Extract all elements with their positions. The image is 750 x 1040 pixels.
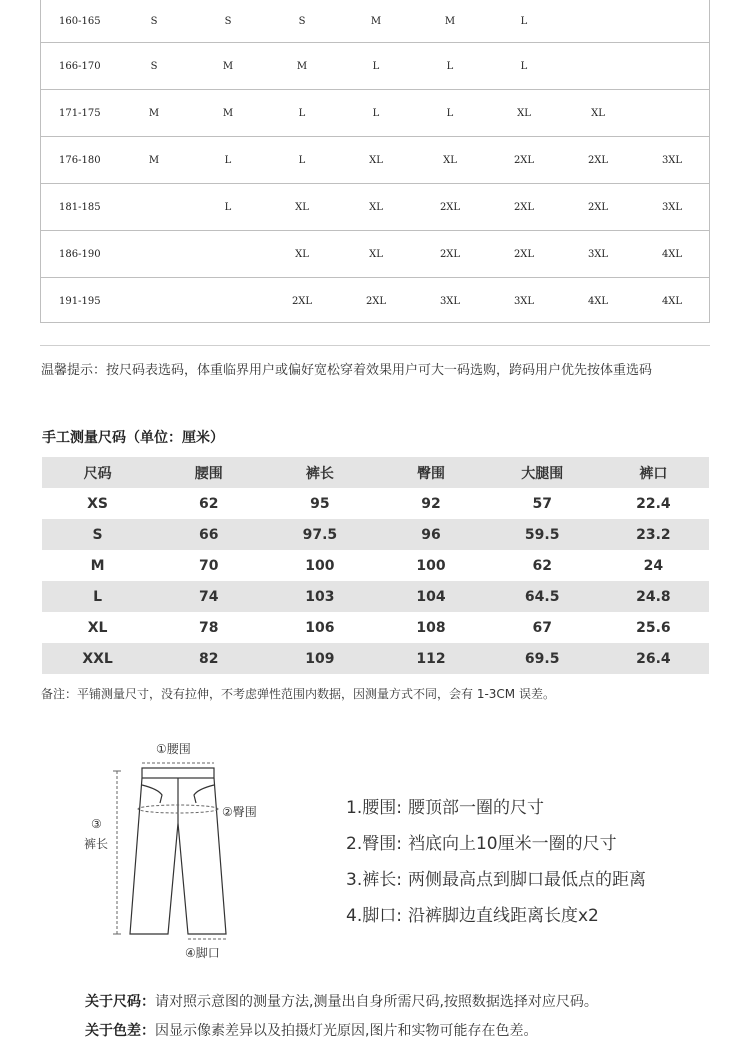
grid-row <box>41 230 709 277</box>
table-cell: 24.8 <box>636 588 671 605</box>
grid-size-cell: XL <box>295 248 309 260</box>
grid-size-cell <box>635 90 709 136</box>
definition-key: 2.臀围: <box>346 834 402 854</box>
grid-size-cell <box>561 43 635 89</box>
grid-size-cell: 2XL <box>439 201 461 213</box>
table-cell: 100 <box>305 557 335 574</box>
definition-item <box>346 831 646 867</box>
grid-size-cell: S <box>150 15 158 27</box>
table-cell: 62 <box>198 495 219 512</box>
table-header: 裤长 <box>305 465 334 482</box>
measure-definitions <box>346 795 646 939</box>
grid-size-cell: M <box>222 60 234 72</box>
table-header: 裤口 <box>639 465 668 482</box>
grid-size-cell: 4XL <box>661 295 683 307</box>
grid-size-cell: 2XL <box>587 201 609 213</box>
grid-size-cell <box>117 231 191 277</box>
grid-size-cell: XL <box>295 201 309 213</box>
grid-height-cell: 171-175 <box>59 107 101 119</box>
table-cell: S <box>92 526 103 543</box>
table-cell: 26.4 <box>636 650 671 667</box>
grid-size-cell: 4XL <box>587 295 609 307</box>
grid-size-cell: XL <box>591 107 605 119</box>
about-size-label: 关于尺码： <box>85 994 155 1010</box>
table-cell: 104 <box>416 588 446 605</box>
grid-size-cell: 2XL <box>439 248 461 260</box>
table-cell: 74 <box>198 588 219 605</box>
table-cell: 24 <box>643 557 664 574</box>
table-row <box>42 550 709 581</box>
grid-size-cell: 3XL <box>661 154 683 166</box>
grid-height-cell: 186-190 <box>59 248 101 260</box>
table-cell: 100 <box>416 557 446 574</box>
measure-title: 手工测量尺码（单位：厘米） <box>42 430 224 446</box>
table-cell: 67 <box>532 619 552 636</box>
grid-height-cell: 191-195 <box>59 295 101 307</box>
table-cell: XXL <box>82 650 113 667</box>
grid-size-cell: M <box>444 15 456 27</box>
grid-row <box>41 0 709 42</box>
table-header: 大腿围 <box>521 465 564 482</box>
definition-item <box>346 795 646 831</box>
grid-size-cell <box>191 231 265 277</box>
about-color <box>85 1020 537 1040</box>
definition-text: 裆底向上10厘米一圈的尺寸 <box>407 834 617 854</box>
grid-size-cell: L <box>224 201 232 213</box>
grid-size-cell: 3XL <box>439 295 461 307</box>
grid-size-cell <box>561 0 635 42</box>
grid-size-cell: L <box>298 107 306 119</box>
grid-height-cell: 176-180 <box>59 154 101 166</box>
grid-size-cell: XL <box>369 248 383 260</box>
length-label: 裤长 <box>84 837 109 851</box>
grid-size-cell <box>117 184 191 230</box>
grid-size-cell: 2XL <box>513 248 535 260</box>
definition-key: 3.裤长: <box>346 870 402 890</box>
about-size <box>85 991 598 1011</box>
measure-table <box>42 457 709 674</box>
grid-row <box>41 277 709 324</box>
definition-key: 4.脚口: <box>346 906 402 926</box>
table-cell: 25.6 <box>636 619 671 636</box>
table-cell: 95 <box>310 495 330 512</box>
table-cell: M <box>90 557 105 574</box>
definition-text: 腰顶部一圈的尺寸 <box>407 798 544 818</box>
hem-label: ④脚口 <box>185 946 220 960</box>
grid-row <box>41 89 709 136</box>
definition-text: 两侧最高点到脚口最低点的距离 <box>407 870 646 890</box>
about-color-text: 因显示像素差异以及拍摄灯光原因,图片和实物可能存在色差。 <box>155 1023 538 1039</box>
grid-size-cell: XL <box>517 107 531 119</box>
grid-size-cell: 2XL <box>513 154 535 166</box>
table-row <box>42 643 709 674</box>
table-cell: 82 <box>198 650 219 667</box>
grid-size-cell: XL <box>369 154 383 166</box>
grid-size-cell: 3XL <box>513 295 535 307</box>
table-cell: 23.2 <box>636 526 671 543</box>
grid-size-cell: L <box>372 60 380 72</box>
grid-size-cell: M <box>222 107 234 119</box>
hip-label: ②臀围 <box>222 805 257 819</box>
grid-size-cell: 2XL <box>291 295 313 307</box>
grid-size-cell <box>635 0 709 42</box>
pants-outline-icon <box>80 735 280 965</box>
table-cell: 108 <box>416 619 446 636</box>
grid-size-cell: M <box>148 107 160 119</box>
definition-item <box>346 867 646 903</box>
grid-size-cell: S <box>150 60 158 72</box>
table-row <box>42 612 709 643</box>
table-row <box>42 581 709 612</box>
table-cell: 64.5 <box>524 588 560 605</box>
grid-row <box>41 42 709 89</box>
table-cell: XL <box>87 619 108 636</box>
grid-size-cell: L <box>224 154 232 166</box>
table-cell: 109 <box>305 650 335 667</box>
grid-size-cell: L <box>372 107 380 119</box>
grid-size-cell: M <box>296 60 308 72</box>
table-header: 腰围 <box>194 465 223 482</box>
waist-label: ①腰围 <box>156 742 191 756</box>
grid-row <box>41 136 709 183</box>
size-grid <box>40 0 710 323</box>
table-cell: 69.5 <box>524 650 560 667</box>
table-cell: 59.5 <box>524 526 560 543</box>
grid-size-cell: 4XL <box>661 248 683 260</box>
grid-size-cell: S <box>298 15 306 27</box>
definition-key: 1.腰围: <box>346 798 402 818</box>
grid-size-cell: 3XL <box>661 201 683 213</box>
table-cell: 62 <box>532 557 552 574</box>
table-header-row <box>42 457 709 488</box>
about-size-text: 请对照示意图的测量方法,测量出自身所需尺码,按照数据选择对应尺码。 <box>155 994 598 1010</box>
table-row <box>42 488 709 519</box>
grid-size-cell <box>635 43 709 89</box>
table-header: 臀围 <box>417 465 446 482</box>
table-cell: 96 <box>421 526 441 543</box>
table-cell: 97.5 <box>302 526 338 543</box>
grid-size-cell: XL <box>443 154 457 166</box>
grid-size-cell: 2XL <box>365 295 387 307</box>
grid-size-cell: M <box>370 15 382 27</box>
grid-size-cell: M <box>148 154 160 166</box>
definition-item <box>346 903 646 939</box>
table-cell: 22.4 <box>636 495 671 512</box>
size-tip-text: 温馨提示：按尺码表选码，体重临界用户或偏好宽松穿着效果用户可大一码选购，跨码用户优先按体重选码 <box>41 363 653 378</box>
table-cell: 106 <box>305 619 335 636</box>
grid-size-cell: 2XL <box>513 201 535 213</box>
grid-size-cell: L <box>520 60 528 72</box>
table-cell: 78 <box>198 619 219 636</box>
grid-height-cell: 181-185 <box>59 201 101 213</box>
definition-text: 沿裤脚边直线距离长度x2 <box>407 906 599 926</box>
divider <box>40 345 710 346</box>
table-header: 尺码 <box>83 465 112 482</box>
grid-size-cell: L <box>446 107 454 119</box>
measure-note: 备注：平铺测量尺寸，没有拉伸，不考虑弹性范围内数据，因测量方式不同，会有 1-3CM 误差。 <box>41 687 555 701</box>
grid-size-cell: 3XL <box>587 248 609 260</box>
grid-size-cell <box>117 278 191 324</box>
grid-row <box>41 183 709 230</box>
grid-size-cell: L <box>298 154 306 166</box>
pants-diagram <box>80 735 280 965</box>
length-number: ③ <box>91 817 102 831</box>
table-row <box>42 519 709 550</box>
grid-height-cell: 166-170 <box>59 60 101 72</box>
grid-size-cell: L <box>446 60 454 72</box>
grid-height-cell: 160-165 <box>59 15 101 27</box>
about-color-label: 关于色差： <box>85 1023 155 1039</box>
grid-size-cell: S <box>224 15 232 27</box>
table-cell: L <box>93 588 103 605</box>
table-cell: XS <box>87 495 109 512</box>
table-cell: 70 <box>198 557 219 574</box>
grid-size-cell: 2XL <box>587 154 609 166</box>
table-cell: 112 <box>416 650 446 667</box>
table-cell: 103 <box>305 588 335 605</box>
table-cell: 57 <box>532 495 552 512</box>
table-cell: 92 <box>421 495 441 512</box>
table-cell: 66 <box>198 526 219 543</box>
grid-size-cell: L <box>520 15 528 27</box>
grid-size-cell <box>191 278 265 324</box>
grid-size-cell: XL <box>369 201 383 213</box>
